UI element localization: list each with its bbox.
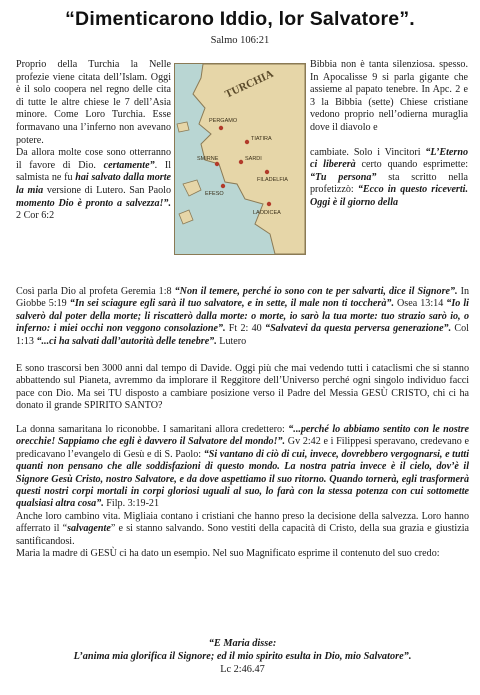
right-paragraph-2	[310, 147, 468, 210]
p3-quote-filippesi: “Si vantano di ciò di cui, invece, dovrebbero vergognarsi, e tutti quanti non pensano che alle soddisfazioni di questo mondo. La nostra patria invece è il cielo, dov’è il Signore Gesù Cristo, nostro Salvatore, e da dove aspettiamo il suo ritorno. Quando tornerà, egli trasformerà questi nostri corpi mortali in corpi gloriosi uguali al suo, lo farà con la stessa potenza con cui sottomette qualsiasi altra cosa”.	[16, 448, 469, 510]
left-paragraph-2	[16, 147, 171, 223]
map-city-filadelfia	[265, 170, 269, 174]
p4-text-c: ” e si stanno salvando. Sono vestiti della capacità di Cristo, della sua grazia e giustizia santificandosi.	[16, 523, 469, 547]
maria-paragraph-text: Maria la madre di GESÙ ci ha dato un esempio. Nel suo Magnificato esprime il contenuto del suo credo:	[16, 548, 440, 560]
scripture-paragraph	[16, 286, 469, 348]
closing-quote-reference: Lc 2:46.47	[220, 664, 265, 675]
right-column	[310, 59, 468, 210]
map-city-tiatira	[245, 140, 249, 144]
left-p2-emph-f: momento Dio è pronto a salvezza!”.	[16, 197, 171, 209]
p1-quote-osea: “Io li salverò dal poter della morte; li riscatterò dalla morte: o morte, io sarò la tua morte: tuo strazio sarò io, o inferno: i miei occhi non veggono consolazione”.	[16, 298, 469, 335]
p4-emph-salvagente: salvagente	[67, 523, 111, 535]
right-p2-emph-b: “L’Eterno ci libererà	[310, 146, 468, 171]
right-p2-text-e: sta scritto nella profetizzò:	[310, 171, 468, 196]
map-label-tiatira: TIATIRA	[251, 136, 272, 142]
title-reference: Salmo 106:21	[210, 35, 270, 46]
p3-text-e: Filp. 3:19-21	[103, 498, 160, 510]
salvagente-paragraph-text	[16, 511, 469, 548]
p4-text-a: Anche loro cambino vita. Migliaia contano i cristiani che hanno preso la decisione della salvezza. Loro hanno afferrato il “	[16, 510, 469, 535]
map-label-sardi: SARDI	[245, 156, 262, 162]
left-p2-text-c: . Il salmista ne fu	[16, 159, 172, 184]
left-p2-emph-b: certamente”	[103, 159, 155, 171]
p1-quote-geremia: “Non il temere, perché io sono con te per salvarti, dice il Signore”.	[174, 286, 458, 297]
left-p2-text-g: 2 Cor 6:2	[16, 210, 55, 222]
samaritana-paragraph	[16, 424, 469, 560]
map-drawing	[175, 64, 305, 254]
left-column	[16, 59, 171, 223]
map-city-sardi	[239, 160, 243, 164]
p1-text-k: Lutero	[216, 335, 247, 347]
right-p2-text-a: cambiate. Solo i Vincitori	[310, 146, 426, 158]
closing-quote	[16, 637, 469, 676]
left-p2-emph-d: hai salvato dalla morte la mia	[16, 172, 171, 196]
scripture-paragraph-text	[16, 286, 469, 348]
p1-text-e: Osea 13:14	[393, 298, 447, 310]
p1-text-g: Ft 2: 40	[225, 323, 266, 335]
map-label-efeso: EFESO	[205, 191, 224, 197]
right-p2-text-c: certo quando esprimette:	[355, 159, 468, 171]
map-label-laodicea: LAODICEA	[253, 210, 281, 216]
davide-paragraph-text: E sono trascorsi ben 3000 anni dal tempo di Davide. Oggi più che mai vedendo tutti i cataclismi che si stanno abbattendo sul Pianeta, avremmo da implorare il Reggitore dell’Universo perché ogni singolo individuo facci pace con Dio. Ma sei TU disposto a cambiare posizione verso il Padre del Messia GESÙ CRISTO, chi ci ha donato il grande SPIRITO SANTO?	[16, 363, 469, 412]
page-title: “Dimenticarono Iddio, lor Salvatore”.	[65, 8, 415, 30]
map-label-filadelfia: FILADELFIA	[257, 177, 288, 183]
map-label-smirne: SMIRNE	[197, 156, 219, 162]
p3-text-c: Gv 2:42 e i Filippesi speravano, credevano e predicavano l’evangelo di Gesù e di S. Paolo:	[16, 436, 469, 460]
left-p2-text-a: Da allora molte cose sono otterranno il favore di Dio.	[16, 147, 171, 171]
right-paragraph-1: Bibbia non è tanta silenziosa. spesso. In Apocalisse 9 si parla gigante che assieme al papato tenebre. In Apc. 2 e 3 la Bibbia (sette) Chiese cristiane vedono proprio nell’odierna muraglia dove il diavolo e	[310, 59, 468, 133]
p1-quote-giobbe: “In sei sciagure egli sarà il tuo salvatore, e in sette, il male non ti toccherà”.	[69, 298, 394, 310]
p1-text-c: In Giobbe 5:19	[16, 286, 469, 310]
turkey-map	[174, 63, 306, 255]
map-city-smirne	[215, 162, 219, 166]
samaritana-paragraph-text	[16, 424, 469, 511]
davide-paragraph	[16, 363, 469, 413]
map-city-pergamo	[219, 126, 223, 130]
p1-quote-ft: “Salvatevi da questa perversa generazione”.	[265, 323, 452, 335]
p1-quote-col: “...ci ha salvati dall’autorità delle tenebre”.	[36, 335, 217, 347]
left-paragraph-1: Proprio della Turchia la Nelle profezie viene citata dell’Islam. Oggi è il solo coopera nel regno delle cita di tutte le altre chiese le 7 dell’Asia minore. Come Loro Turchia. Esse formavano una l’inferno non avevano potere.	[16, 59, 171, 146]
p1-text-i: Col 1:13	[16, 323, 469, 347]
closing-quote-line-1: “E Maria disse:	[208, 638, 277, 649]
p3-quote-samaritani: “...perché lo abbiamo sentito con le nostre orecchie! Sappiamo che egli è davvero il Salvatore del mondo!”.	[16, 424, 469, 448]
p3-text-a: La donna samaritana lo riconobbe. I samaritani allora credettero:	[16, 424, 289, 435]
map-region-label: TURCHIA	[223, 67, 276, 101]
closing-quote-line-2: L’anima mia glorifica il Signore; ed il mio spirito esulta in Dio, mio Salvatore”.	[73, 651, 412, 662]
right-p2-emph-f: “Ecco in questo riceverti. Oggi è il giorno della	[310, 184, 468, 208]
map-label-pergamo: PERGAMO	[209, 118, 238, 124]
p1-text-a: Così parla Dio al profeta Geremia 1:8	[16, 286, 175, 297]
map-city-efeso	[221, 184, 225, 188]
map-city-laodicea	[267, 202, 271, 206]
left-p2-text-e: versione di Lutero. San Paolo	[43, 184, 172, 196]
right-p2-emph-d: “Tu persona”	[310, 171, 377, 183]
